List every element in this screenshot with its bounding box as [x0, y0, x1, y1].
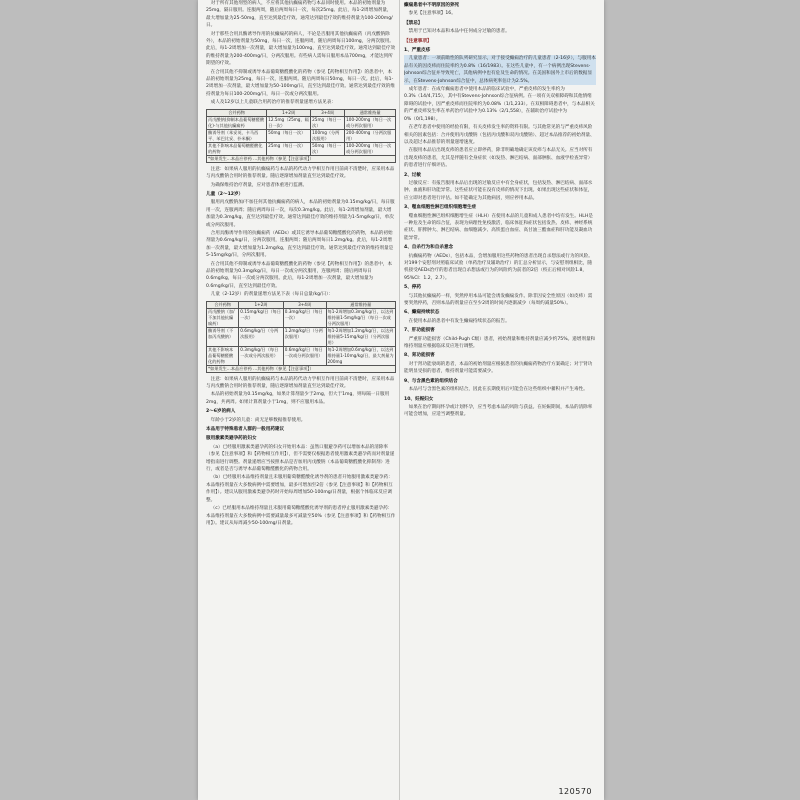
section-heading: 2、过敏	[404, 172, 421, 178]
child-dosing-table	[206, 301, 396, 373]
table-cell: 12.5mg（25mg，隔日一次）	[268, 116, 309, 128]
table-note-row	[207, 155, 396, 162]
table-note: *如果发生...本品应停药 ...其他药物（参见【注意事项】）	[207, 155, 396, 162]
section-heading: 本品用于特殊患者人群的一般用药建议	[206, 427, 285, 433]
paragraph: 服用丙戊酸钠加/不加任何其他抗癫痫药的病人，本品的初始剂量为0.15mg/kg/日，每日服用一次，连服两周；随后两周每日一次，每次0.3mg/kg。此后，每1-2周增加剂量，最大增加量为0.3mg/kg，直至达到最佳疗效。通常达到最佳疗效的维持剂量为1-5mg/kg/日，单次或分两次服用。	[206, 200, 395, 228]
paragraph: 对于那些合用具酶诱导作用的抗癫痫药的病人，不论是否服用其他抗癫痫药（丙戊酸钠除外），本品的初始剂量为50mg，每日一次，连服两周，随后两周每日100mg，分两次服用。此后，每1-2周增加一次剂量，最大增加量为100mg，直至达到最佳疗效。通常达到最佳疗效的维持剂量为200-400mg/日，分两次服用。有些病人需每日服用本品700mg，才能达到所期望的疗效。	[206, 31, 396, 67]
paragraph: 注意：如果病人服用的抗癫痫药与本品的药代动力学相互作用目前尚不清楚时，应采用本品与丙戊酸钠合用时的推荐剂量，随后逐渐增加剂量直至达到最佳疗效。	[206, 376, 395, 389]
table-cell: 100-200mg（每日一次或分两次服用）	[345, 142, 396, 155]
table-cell: 25mg（每日一次）	[267, 142, 311, 155]
paragraph: 过敏反应：有报告服用本品后出现的过敏反应中有全身症状，包括发热、淋巴结病、面部水肿、血液和肝功能异常。这些症状可能在没有皮疹的情况下出现。如果出现这些症状和体征，应立即对患者进行评估。如不能确定为其他病因，则应停用本品。	[404, 180, 593, 201]
paragraph: 对于所有其他剂型的病人，不应将其他抗癫痫药物与本品同时使用。本品的初始剂量为25mg，隔日服用。连服两周，随后两周每日一次，每次25mg。此后，每1-2周增加剂量，最大增加量为25-50mg，直至达到最佳疗效。通常达到最佳疗效的维持剂量为100-200mg/日。	[206, 1, 393, 29]
table-note-row	[207, 365, 396, 372]
table-row	[207, 142, 396, 155]
table-cell: 50mg（每日一次）	[311, 142, 345, 155]
table-row	[207, 327, 396, 346]
table-cell: 100mg（分两次服用）	[311, 129, 345, 142]
section-heading: 10、妊娠妇女	[404, 396, 434, 402]
paragraph: 参见【注意事项】16。	[408, 11, 456, 17]
paragraph: 在使用本品的患者中有发生癫痫持续状态的报告。	[408, 318, 510, 324]
table-cell: 其他不影响本品葡萄糖醛酸化的药物	[207, 346, 239, 365]
table-cell: 0.15mg/kg/日（每日一次）	[239, 308, 284, 327]
table-row	[207, 116, 396, 129]
paragraph: （c）已经服用本品维持剂量且未服用葡萄糖醛酸化诱导剂的患者停止服用激素类避孕药：本品维持剂量在大多数病例中需要减量最多可减量至50%（参见【注意事项】和【药物相互作用】）。建议从每周减少50-100mg/日剂量。	[206, 506, 396, 526]
paragraph: 合用具酶诱导作用的抗癫痫药（AEDs）或其它诱导本品葡萄糖醛酸化的药物，本品的初始剂量为0.6mg/kg/日，分两次服用，连服两周；随后两周每日1.2mg/kg。此后，每1-2周增加一次剂量，最大增加量为1.2mg/kg，直至达到最佳疗效。通常达到最佳疗效的维持剂量是5-15mg/kg/日，分两次服用。	[206, 230, 394, 259]
paragraph: 在老年患者中使用的经验有限，有关皮疹发生率的资料有限。与其他常见的与严重皮疹风险相关的因素包括：合并使用丙戊酸钠（包括丙戊酸和双丙戊酸钠）、超过本品推荐的初始剂量、以及超过本品推荐的剂量递增速度。	[404, 125, 595, 145]
table-cell: 0.6mg/kg/日（分两次服用）	[239, 327, 284, 346]
paragraph: 注意：如果病人服用的抗癫痫药与本品的药代动力学相互作用目前尚不清楚时，应采用本品与丙戊酸钠合用时的推荐剂量。随后逐渐增加剂量直至达到最佳疗效。	[206, 166, 395, 180]
section-heading: 6、癫痫持续状态	[404, 310, 440, 316]
table-header: 合并药物	[207, 109, 267, 116]
paragraph: 本品可与含黑色素的组织结合，因此在长期使用后可能会在这些组织中蓄积并产生毒性。	[408, 387, 588, 393]
section-heading: 5、停药	[404, 285, 421, 291]
paragraph: 噬血细胞性淋巴组织细胞增生症（HLH）在使用本品的儿童和成人患者中均有发生。HLH是一种危及生命的综合征，表现为病理性免疫激活，临床体征和症状包括发热、皮疹、神经系统症状、肝脾肿大、淋巴结病、血细胞减少、高铁蛋白血症、高甘油三酯血症和肝功能及凝血功能异常。	[404, 213, 593, 241]
section-heading: 儿童（2～12岁）	[206, 191, 244, 197]
paragraph: 儿童（2-12岁）的剂量递增方法见下表（每日总量/kg/日）：	[210, 292, 334, 298]
paragraph: 如果在治疗期间怀孕或计划怀孕，应当考虑本品的风险与获益。在妊娠期间，本品的清除率可能会增加，应适当调整剂量。	[404, 404, 593, 418]
paragraph: 对于肾功能衰竭的患者，本品的初始剂量应根据患者的抗癫痫药物治疗方案确定；对于肾功能明显受损的患者，维持剂量可能需要减少。	[404, 361, 593, 375]
table-header: 合并药物	[207, 301, 239, 308]
table-cell: 50mg（每日一次）	[267, 129, 311, 142]
table-header: 1+2周	[267, 109, 311, 116]
table-cell: 每1-2周增加0.3mg/kg/日，以达到维持量1-5mg/kg/日（每日一次或分两次服用）	[326, 308, 395, 327]
paragraph: 严重肝功能损害（Child-Pugh C级）患者，初始剂量和维持剂量应减少约75%。递增剂量和维持剂量应根据临床反应进行调整。	[404, 336, 596, 350]
table-cell: 200-400mg（分两次服用）	[345, 129, 396, 142]
table-cell: 丙戊酸钠（加/不加其他抗癫痫药）	[207, 308, 239, 327]
table-row	[207, 129, 396, 142]
paragraph: （b）已经服用本品维持剂量且未服用葡萄糖醛酸化诱导剂的患者开始服用激素类避孕药：本品维持剂量在大多数病例中需要增加，最多可增加至2倍（参见【注意事项】和【药物相互作用】）。建议从服用激素类避孕药时开始每周增加50-100mg/日剂量，根据个体临床反应调整。	[206, 475, 393, 503]
paragraph: （a）已经服用激素类避孕药的妇女开始用本品：虽然口服避孕药可以增加本品的清除率（参见【注意事项】和【药物相互作用】），但不需要仅根据患者使用激素类避孕药而对剂量递增指南进行调整。剂量递增应当按照本品是否加用丙戊酸钠（本品葡萄糖醛酸化抑制剂）进行，或者是否与诱导本品葡萄糖醛酸化的药物合用。	[206, 444, 395, 473]
table-row	[207, 346, 396, 365]
section-heading: 8、肾功能损害	[404, 353, 435, 359]
section-heading: 9、与含黑色素的组织结合	[404, 378, 458, 384]
table-cell: 酶诱导剂（苯妥英、卡马西平、苯巴比妥、扑米酮）	[207, 129, 267, 142]
table-header: 通常维持量	[345, 109, 396, 116]
table-cell: 100-200mg（每日一次或分两次服用）	[345, 116, 396, 129]
table-cell: 每1-2周增加1.2mg/kg/日，以达到维持量5-15mg/kg/日（分两次服用）	[326, 327, 395, 346]
table-cell: 0.3mg/kg/日（每日一次或分两次服用）	[239, 346, 284, 365]
table-cell: 每1-2周增加0.6mg/kg/日，以达到维持量1-10mg/kg/日，最大剂量为200mg	[327, 346, 394, 364]
paragraph: 年龄小于2岁的儿童：尚无足够数据推荐使用。	[210, 417, 306, 423]
paragraph: 与其他抗癫痫药一样，突然停用本品可能会诱发癫痫发作。除非因安全性原因（如皮疹）需要突然停药，否则本品的剂量应在至少2周的时间内逐渐减少（每周约减量50%）。	[404, 293, 593, 307]
contraindications-heading: 【禁忌】	[404, 20, 423, 26]
table-cell: 丙戊酸钠(抑制本品葡萄糖醛酸化)-与其他抗癫痫药	[207, 116, 267, 129]
table-cell: 0.3mg/kg/日（每日一次）	[283, 308, 326, 327]
paragraph: 禁用于已知对本品和本品中任何成分过敏的患者。	[408, 29, 510, 35]
adult-dosing-table	[206, 109, 396, 163]
table-header: 通常维持量	[326, 301, 395, 308]
paragraph: 成人及12岁以上儿童联合用药治疗的推荐剂量递增方法见表：	[210, 100, 336, 106]
right-column	[404, 0, 596, 792]
column-divider	[399, 0, 400, 800]
section-heading: 服用激素类避孕药的妇女	[206, 436, 257, 442]
table-cell: 酶诱导剂（不加丙戊酸钠）	[207, 327, 239, 346]
leaflet-page	[198, 0, 604, 800]
paragraph: 在服用本品后出现皮疹的患者应立即停药，除非明确地确定该皮疹与本品无关。应当对所有出现皮疹的患者，尤其是伴随有全身症状（如发热、淋巴结病、面部肿胀、血液学检查异常）的患者进行仔细评估。	[404, 148, 593, 169]
section-heading: 7、肝功能损害	[404, 328, 435, 334]
paragraph: 儿童患者：一项前瞻性的队列研究显示，对于接受癫痫治疗的儿童患者（2-16岁），与服用本品有关的因皮疹而住院率约为0.8%（16/1983）。在这些儿童中，有一个病例出现Stevens-Johnson综合征并导致死亡，其他病例中也有危及生命的情况。在美国和国外上市后的数据显示，在Stevens-Johnson综合征中，总体病死率估计为2.5%。	[404, 56, 596, 84]
table-note: *如果发生...本品应停药 ...其他药物（参见【注意事项】）	[207, 365, 396, 372]
table-cell: 其他不影响本品葡萄糖醛酸化的药物	[207, 142, 267, 155]
page-number: 120570	[558, 787, 592, 796]
precautions-heading: 【注意事项】	[404, 38, 432, 44]
section-heading: 2～6岁的病人	[206, 409, 236, 415]
section-heading: 1、严重皮疹	[404, 48, 431, 54]
table-header: 3+4周	[283, 301, 326, 308]
paragraph: 本品的初始剂量为0.15mg/kg，如果计算剂量少于2mg，但大于1mg，则每隔一日服用2mg，共两周。如果计算剂量小于1mg，则不应服用本品。	[206, 392, 390, 405]
table-cell: 1.2mg/kg/日（分两次服用）	[283, 327, 326, 346]
table-cell: 0.6mg/kg/日（每日一次或分两次服用）	[283, 346, 326, 365]
paragraph: 为确保维持治疗剂量，应对患者体重进行监测。	[210, 182, 308, 188]
left-column	[206, 0, 396, 792]
section-heading: 4、自杀行为和自杀意念	[404, 245, 454, 251]
table-cell: 25mg（每日一次）	[311, 116, 345, 129]
paragraph: 抗癫痫药物（AEDs），包括本品，会增加服用这些药物的患者出现自杀想法或行为的风险。对199个安慰剂对照临床试验（单药治疗及辅助治疗）的汇总分析显示，与安慰剂组相比，随机接受AEDs治疗的患者出现自杀想法或行为的风险约为前者的2倍（校正后相对风险1.8，95%CI：1.2，2.7）。	[404, 253, 593, 281]
section-heading: 3、噬血细胞性淋巴组织细胞增生症	[404, 205, 477, 211]
table-header: 3+4周	[311, 109, 345, 116]
paragraph: 在合用其他不抑制或诱导本品葡萄糖醛酸化的药物（参见【药物相互作用】）的患者中，本品的初始剂量为0.3mg/kg/日，每日一次或分两次服用，连服两周；随后两周每日0.6mg/kg，每日一次或分两次服用。此后，每1-2周增加一次剂量，最大增加量为0.6mg/kg/日，直至达到最佳疗效。	[206, 261, 393, 289]
paragraph: 在合用其他不抑制或诱导本品葡萄糖醛酸化的药物（参见【药物相互作用】）的患者中，本品的初始剂量为25mg，每日一次，连服两周。随后两周每日50mg，每日一次。此后，每1-2周增加一次剂量，最大增加量为50-100mg/日，直至达到最佳疗效。通常达到最佳疗效的维持剂量为每日100-200mg/日，每日一次或分两次服用。	[206, 69, 395, 97]
paragraph: 成年患者：在成年癫痫患者中使用本品的临床试验中，严重皮疹的发生率约为0.3%（14/4,715），其中有Stevens-Johnson综合征病例。在一项有关双相障碍和其他情绪障碍的试验中，因严重皮疹而住院率约为0.08%（1/1,233）。在双相障碍患者中，与本品相关的严重皮疹发生率在单药治疗试验中为0.13%（2/1,558），在辅助治疗试验中为0%（0/1,198）。	[404, 87, 595, 122]
table-header: 1+2周	[239, 301, 284, 308]
table-row	[207, 308, 396, 327]
table-header-row	[207, 301, 396, 308]
section-heading: 癫痫患者中不明原因的猝死	[404, 3, 460, 8]
table-header-row	[207, 109, 396, 116]
